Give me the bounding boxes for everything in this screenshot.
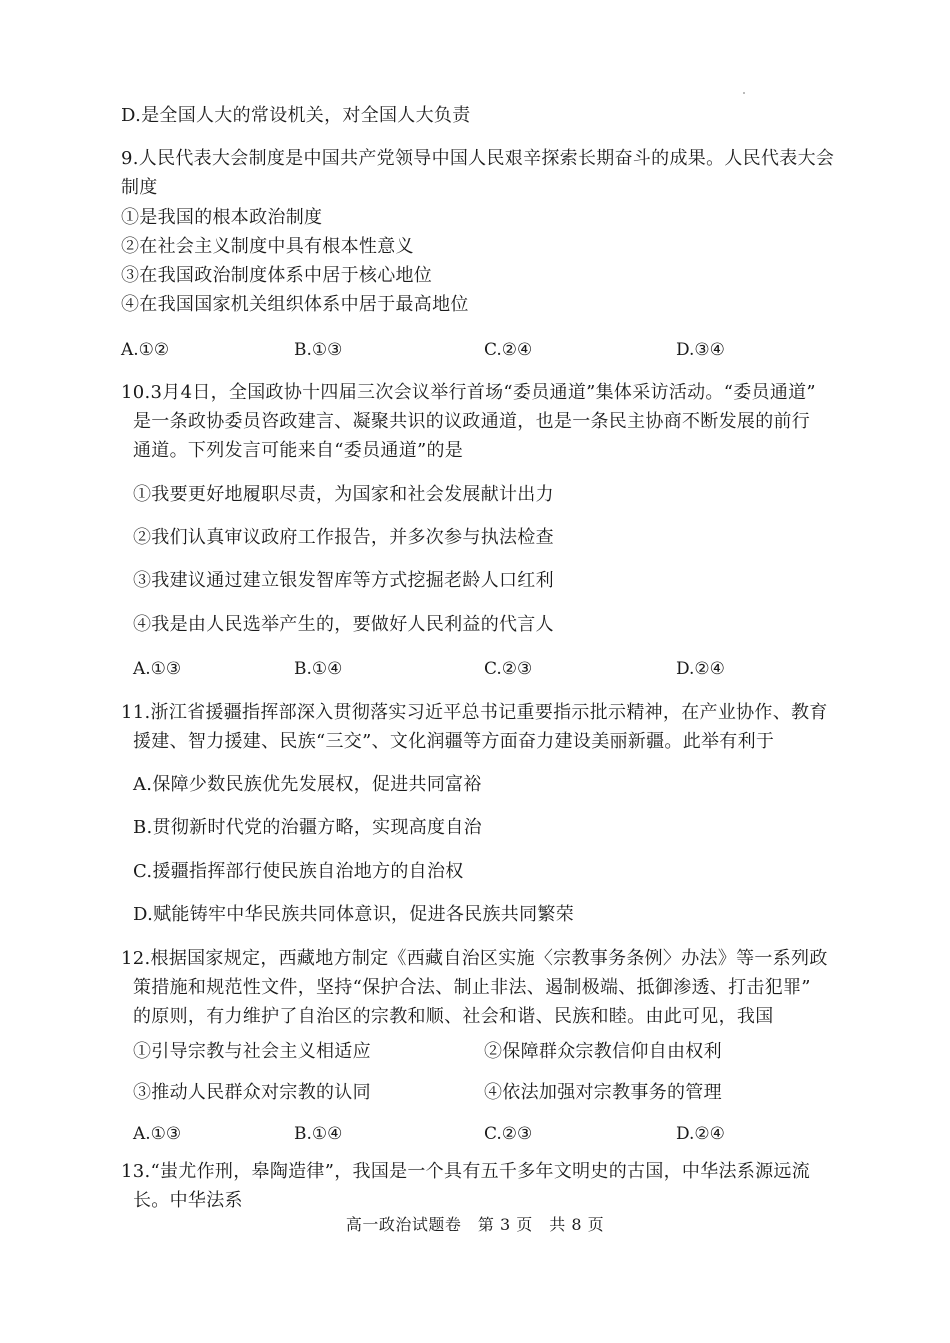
q12-stem-line2: 策措施和规范性文件，坚持“保护合法、制止非法、遏制极端、抵御渗透、打击犯罪” xyxy=(133,977,811,998)
q10-option-c: C.②③ xyxy=(484,659,533,679)
q9-stem-line2: 制度 xyxy=(121,177,158,198)
q12-option-c: C.②③ xyxy=(484,1124,533,1144)
q12-stem-line3: 的原则，有力维护了自治区的宗教和顺、社会和谐、民族和睦。由此可见，我国 xyxy=(133,1006,774,1027)
q10-item-2: ②我们认真审议政府工作报告，并多次参与执法检查 xyxy=(133,527,554,548)
q12-item-1: ①引导宗教与社会主义相适应 xyxy=(133,1041,371,1062)
q12-option-d: D.②④ xyxy=(676,1124,725,1144)
q10-item-1: ①我要更好地履职尽责，为国家和社会发展献计出力 xyxy=(133,484,554,505)
q9-item-1: ①是我国的根本政治制度 xyxy=(121,207,323,228)
q12-stem-line1: 12.根据国家规定，西藏地方制定《西藏自治区实施〈宗教事务条例〉办法》等一系列政 xyxy=(121,948,828,969)
q12-item-3: ③推动人民群众对宗教的认同 xyxy=(133,1082,371,1103)
q9-option-b: B.①③ xyxy=(294,340,343,360)
q12-option-a: A.①③ xyxy=(133,1124,182,1144)
q10-stem-line2: 是一条政协委员咨政建言、凝聚共识的议政通道，也是一条民主协商不断发展的前行 xyxy=(133,411,811,432)
q10-option-a: A.①③ xyxy=(133,659,182,679)
q10-stem-line3: 通道。下列发言可能来自“委员通道”的是 xyxy=(133,440,464,461)
q12-item-4: ④依法加强对宗教事务的管理 xyxy=(484,1082,722,1103)
q11-stem-line1: 11.浙江省援疆指挥部深入贯彻落实习近平总书记重要指示批示精神，在产业协作、教育 xyxy=(121,702,828,723)
q13-stem-line1: 13.“蚩尤作刑，皋陶造律”，我国是一个具有五千多年文明史的古国，中华法系源远流 xyxy=(121,1161,811,1182)
q12-item-2: ②保障群众宗教信仰自由权利 xyxy=(484,1041,722,1062)
q11-option-d: D.赋能铸牢中华民族共同体意识，促进各民族共同繁荣 xyxy=(133,904,575,925)
q11-stem-line2: 援建、智力援建、民族“三交”、文化润疆等方面奋力建设美丽新疆。此举有利于 xyxy=(133,731,775,752)
q11-option-a: A.保障少数民族优先发展权，促进共同富裕 xyxy=(133,774,482,795)
q9-option-d: D.③④ xyxy=(676,340,725,360)
q9-item-3: ③在我国政治制度体系中居于核心地位 xyxy=(121,265,433,286)
q10-option-d: D.②④ xyxy=(676,659,725,679)
q11-option-b: B.贯彻新时代党的治疆方略，实现高度自治 xyxy=(133,817,482,838)
q10-option-b: B.①④ xyxy=(294,659,343,679)
q10-item-4: ④我是由人民选举产生的，要做好人民利益的代言人 xyxy=(133,614,554,635)
q11-option-c: C.援疆指挥部行使民族自治地方的自治权 xyxy=(133,861,464,882)
q9-item-4: ④在我国国家机关组织体系中居于最高地位 xyxy=(121,294,469,315)
page-footer: 高一政治试题卷 第 3 页 共 8 页 xyxy=(345,1215,605,1234)
q9-stem-line1: 9.人民代表大会制度是中国共产党领导中国人民艰辛探索长期奋斗的成果。人民代表大会 xyxy=(121,148,835,169)
q10-stem-line1: 10.3月4日，全国政协十四届三次会议举行首场“委员通道”集体采访活动。“委员通道” xyxy=(121,382,816,403)
q12-option-b: B.①④ xyxy=(294,1124,343,1144)
q9-option-a: A.①② xyxy=(121,340,170,360)
q9-option-c: C.②④ xyxy=(484,340,533,360)
scan-speck xyxy=(743,92,745,94)
q9-item-2: ②在社会主义制度中具有根本性意义 xyxy=(121,236,414,257)
q10-item-3: ③我建议通过建立银发智库等方式挖掘老龄人口红利 xyxy=(133,570,554,591)
q13-stem-line2: 长。中华法系 xyxy=(133,1190,243,1211)
q8-option-d: D.是全国人大的常设机关，对全国人大负责 xyxy=(121,105,471,126)
